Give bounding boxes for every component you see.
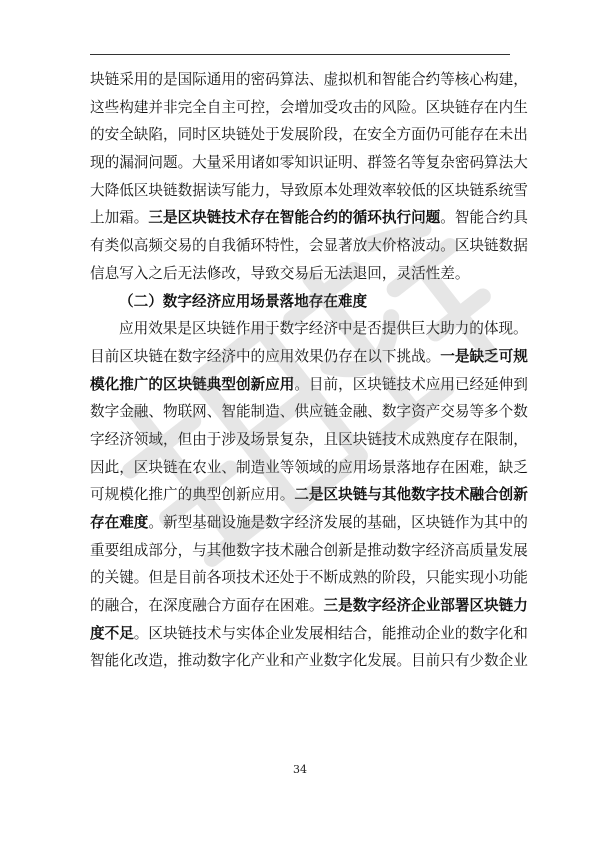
- section-heading: [90, 288, 510, 316]
- text-line: [90, 564, 528, 592]
- text-line: [90, 481, 528, 509]
- text-span: 应用效果是区块链作用于数字经济中是否提供巨大助力的体现。: [119, 320, 528, 338]
- bold-text: （二）数字经济应用场景落地存在难度: [119, 292, 368, 310]
- text-span: 有类似高频交易的自我循环特性，会显著放大价格波动。区块链数据: [90, 237, 528, 255]
- text-line: [90, 94, 528, 122]
- text-span: 。区块链技术与实体企业发展相结合，能推动企业的数字化和: [133, 624, 528, 642]
- text-line: [90, 426, 528, 454]
- text-span: 数字金融、物联网、智能制造、供应链金融、数字资产交易等多个数: [90, 403, 528, 421]
- text-span: 这些构建并非完全自主可控，会增加受攻击的风险。区块链存在内生: [90, 98, 528, 116]
- bold-text: 三是数字经济企业部署区块链力: [323, 597, 528, 615]
- text-span: 字经济领域，但由于涉及场景复杂，且区块链技术成熟度存在限制，: [90, 430, 528, 448]
- text-span: 目前区块链在数字经济中的应用效果仍存在以下挑战。: [90, 347, 441, 365]
- bold-text: 一是缺乏可规: [440, 347, 528, 365]
- text-line: [90, 620, 528, 648]
- text-span: 智能化改造，推动数字化产业和产业数字化发展。目前只有少数企业: [90, 652, 528, 670]
- bold-text: 三是区块链技术存在智能合约的循环执行问题: [148, 209, 441, 227]
- bold-text: 模化推广的区块链典型创新应用: [90, 375, 295, 393]
- text-span: 大降低区块链数据读写能力，导致原本处理效率较低的区块链系统雪: [90, 181, 528, 199]
- text-line: [90, 232, 528, 260]
- text-line: [90, 121, 528, 149]
- text-span: 。目前，区块链技术应用已经延伸到: [294, 375, 528, 393]
- body-text: [90, 66, 528, 675]
- text-line: [90, 343, 528, 371]
- bold-text: 度不足: [90, 624, 134, 642]
- bold-text: 存在难度: [90, 514, 149, 531]
- text-line: [90, 260, 510, 288]
- text-span: 现的漏洞问题。大量采用诸如零知识证明、群签名等复杂密码算法大: [90, 154, 528, 172]
- text-line: [90, 177, 528, 205]
- text-span: 的安全缺陷，同时区块链处于发展阶段，在安全方面仍可能存在未出: [90, 126, 528, 144]
- text-line: [90, 315, 528, 343]
- text-span: 因此，区块链在农业、制造业等领域的应用场景落地存在困难，缺乏: [90, 458, 528, 476]
- header-rule: [90, 54, 510, 55]
- text-span: 上加霜。: [90, 209, 149, 227]
- text-line: [90, 592, 528, 620]
- text-span: 。新型基础设施是数字经济发展的基础，区块链作为其中的: [148, 514, 528, 531]
- bold-text: 二是区块链与其他数字技术融合创新: [294, 486, 528, 504]
- text-line: [90, 66, 528, 94]
- text-line: [90, 509, 528, 537]
- text-line: [90, 647, 528, 675]
- text-span: 的关键。但是目前各项技术还处于不断成熟的阶段，只能实现小功能: [90, 569, 528, 587]
- text-line: [90, 204, 528, 232]
- text-line: [90, 149, 528, 177]
- text-line: [90, 371, 528, 399]
- text-line: [90, 398, 528, 426]
- text-span: 重要组成部分，与其他数字技术融合创新是推动数字经济高质量发展: [90, 541, 528, 559]
- text-span: 信息写入之后无法修改，导致交易后无法退回，灵活性差。: [90, 264, 470, 282]
- text-span: 块链采用的是国际通用的密码算法、虚拟机和智能合约等核心构建，: [90, 71, 528, 88]
- text-span: 。智能合约具: [440, 209, 528, 227]
- text-span: 可规模化推广的典型创新应用。: [90, 486, 295, 504]
- page-number: 34: [293, 763, 307, 776]
- text-line: [90, 537, 528, 565]
- text-span: 的融合，在深度融合方面存在困难。: [90, 597, 324, 615]
- text-line: [90, 454, 528, 482]
